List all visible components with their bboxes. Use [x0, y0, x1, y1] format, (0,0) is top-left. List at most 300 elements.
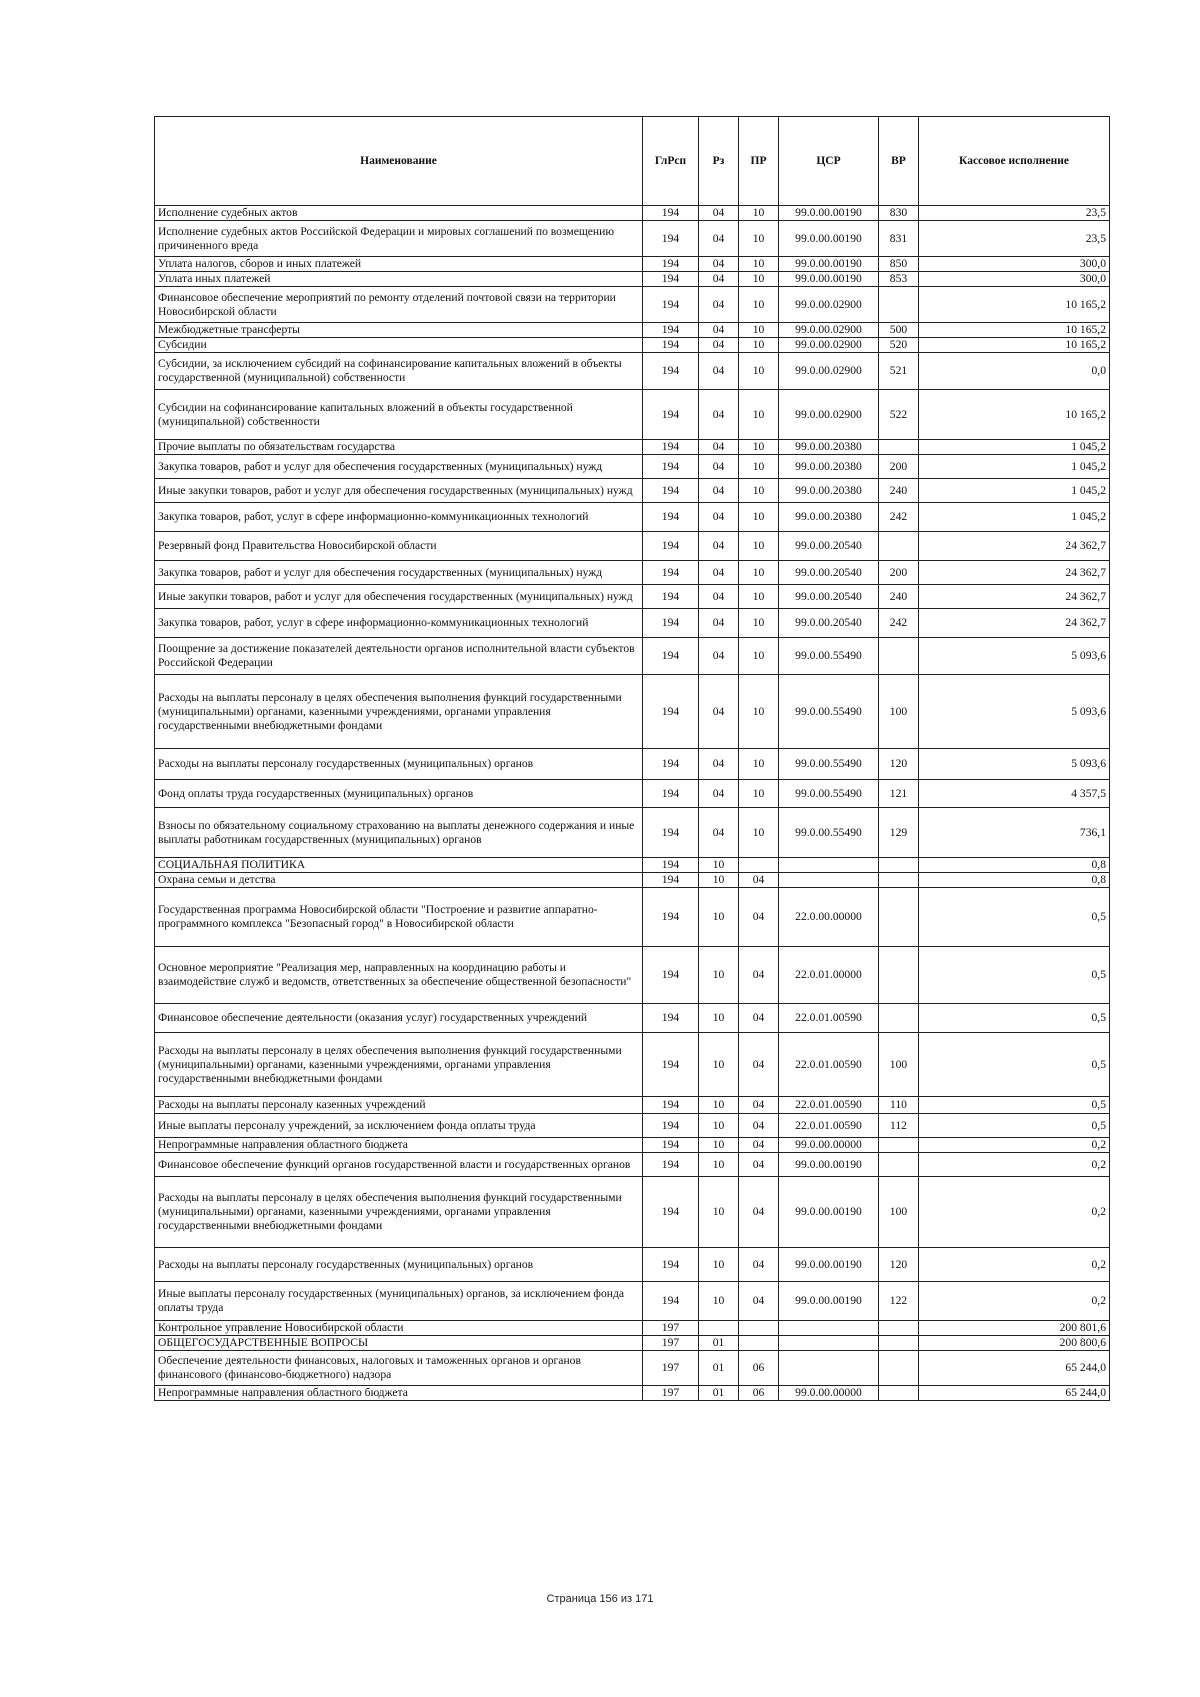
table-row	[155, 749, 1110, 780]
row-rz: 04	[699, 390, 739, 440]
row-vr	[879, 1351, 919, 1386]
row-pr: 10	[739, 585, 779, 609]
table-row	[155, 221, 1110, 257]
row-rz: 10	[699, 1004, 739, 1033]
row-value: 200 801,6	[919, 1321, 1110, 1336]
row-rz: 04	[699, 638, 739, 675]
row-rz: 10	[699, 1248, 739, 1282]
row-csr: 99.0.00.00190	[779, 206, 879, 221]
row-glrsp: 194	[643, 353, 699, 390]
row-csr: 99.0.00.20380	[779, 503, 879, 532]
row-name: Фонд оплаты труда государственных (муниципальных) органов	[155, 780, 643, 808]
row-name: Резервный фонд Правительства Новосибирской области	[155, 532, 643, 561]
row-vr: 240	[879, 585, 919, 609]
row-value: 1 045,2	[919, 503, 1110, 532]
row-vr: 100	[879, 675, 919, 749]
row-value: 5 093,6	[919, 749, 1110, 780]
row-name: СОЦИАЛЬНАЯ ПОЛИТИКА	[155, 858, 643, 873]
row-rz: 04	[699, 675, 739, 749]
table-row	[155, 353, 1110, 390]
row-vr: 240	[879, 479, 919, 503]
row-glrsp: 194	[643, 1248, 699, 1282]
row-glrsp: 194	[643, 1004, 699, 1033]
row-pr: 10	[739, 479, 779, 503]
row-glrsp: 194	[643, 1177, 699, 1248]
row-rz: 10	[699, 1097, 739, 1114]
row-vr: 242	[879, 609, 919, 638]
row-glrsp: 194	[643, 323, 699, 338]
row-name: Субсидии на софинансирование капитальных вложений в объекты государственной (муниципальной) собственности	[155, 390, 643, 440]
row-glrsp: 194	[643, 1114, 699, 1138]
row-glrsp: 194	[643, 206, 699, 221]
row-rz: 10	[699, 873, 739, 888]
header-glrsp: ГлРсп	[643, 117, 699, 206]
row-pr: 10	[739, 561, 779, 585]
row-name: Исполнение судебных актов Российской Федерации и мировых соглашений по возмещению причиненного вреда	[155, 221, 643, 257]
row-name: Государственная программа Новосибирской области "Построение и развитие аппаратно-программного комплекса "Безопасный город" в Новосибирской области	[155, 888, 643, 947]
row-vr: 242	[879, 503, 919, 532]
table-row	[155, 1248, 1110, 1282]
row-name: Расходы на выплаты персоналу казенных учреждений	[155, 1097, 643, 1114]
row-rz: 10	[699, 888, 739, 947]
row-glrsp: 194	[643, 609, 699, 638]
row-vr	[879, 1386, 919, 1401]
row-glrsp: 194	[643, 1097, 699, 1114]
row-pr: 04	[739, 1004, 779, 1033]
row-value: 10 165,2	[919, 323, 1110, 338]
row-vr: 110	[879, 1097, 919, 1114]
table-row	[155, 858, 1110, 873]
row-pr: 04	[739, 1177, 779, 1248]
row-name: Непрограммные направления областного бюджета	[155, 1386, 643, 1401]
table-row	[155, 1153, 1110, 1177]
table-row	[155, 1004, 1110, 1033]
row-pr: 10	[739, 338, 779, 353]
row-rz: 10	[699, 1114, 739, 1138]
row-glrsp: 194	[643, 1282, 699, 1321]
row-csr: 99.0.00.55490	[779, 808, 879, 858]
row-value: 0,2	[919, 1153, 1110, 1177]
row-vr	[879, 888, 919, 947]
table-row	[155, 272, 1110, 287]
row-name: Иные выплаты персоналу учреждений, за исключением фонда оплаты труда	[155, 1114, 643, 1138]
row-rz: 04	[699, 585, 739, 609]
row-value: 24 362,7	[919, 585, 1110, 609]
row-glrsp: 194	[643, 873, 699, 888]
table-row	[155, 609, 1110, 638]
row-csr	[779, 1336, 879, 1351]
row-pr: 04	[739, 947, 779, 1004]
row-pr: 10	[739, 287, 779, 323]
row-pr	[739, 1336, 779, 1351]
row-vr: 120	[879, 749, 919, 780]
row-rz: 04	[699, 503, 739, 532]
row-glrsp: 197	[643, 1386, 699, 1401]
row-name: Иные закупки товаров, работ и услуг для обеспечения государственных (муниципальных) нужд	[155, 585, 643, 609]
table-row	[155, 440, 1110, 455]
row-name: Закупка товаров, работ и услуг для обеспечения государственных (муниципальных) нужд	[155, 455, 643, 479]
row-value: 0,5	[919, 947, 1110, 1004]
table-row	[155, 1282, 1110, 1321]
row-value: 23,5	[919, 206, 1110, 221]
row-pr: 06	[739, 1351, 779, 1386]
table-row	[155, 1114, 1110, 1138]
row-value: 5 093,6	[919, 638, 1110, 675]
row-name: Финансовое обеспечение мероприятий по ремонту отделений почтовой связи на территории Новосибирской области	[155, 287, 643, 323]
row-pr	[739, 1321, 779, 1336]
row-vr	[879, 440, 919, 455]
row-vr	[879, 1138, 919, 1153]
header-vr: ВР	[879, 117, 919, 206]
row-rz: 04	[699, 338, 739, 353]
row-vr	[879, 1336, 919, 1351]
row-glrsp: 194	[643, 675, 699, 749]
row-value: 0,2	[919, 1177, 1110, 1248]
row-vr	[879, 1153, 919, 1177]
row-vr	[879, 858, 919, 873]
table-row	[155, 1351, 1110, 1386]
row-glrsp: 194	[643, 1153, 699, 1177]
row-glrsp: 197	[643, 1351, 699, 1386]
row-rz: 04	[699, 353, 739, 390]
row-pr: 10	[739, 638, 779, 675]
row-csr: 99.0.00.20540	[779, 585, 879, 609]
row-pr: 10	[739, 455, 779, 479]
row-rz: 04	[699, 609, 739, 638]
row-glrsp: 194	[643, 272, 699, 287]
row-rz: 04	[699, 257, 739, 272]
row-pr: 04	[739, 1033, 779, 1097]
table-row	[155, 561, 1110, 585]
row-glrsp: 194	[643, 440, 699, 455]
row-vr: 121	[879, 780, 919, 808]
table-row	[155, 503, 1110, 532]
table-row	[155, 390, 1110, 440]
row-rz: 04	[699, 455, 739, 479]
table-row	[155, 675, 1110, 749]
header-pr: ПР	[739, 117, 779, 206]
row-pr: 04	[739, 888, 779, 947]
row-name: Уплата иных платежей	[155, 272, 643, 287]
row-vr	[879, 947, 919, 1004]
table-row	[155, 1386, 1110, 1401]
row-value: 0,2	[919, 1248, 1110, 1282]
header-csr: ЦСР	[779, 117, 879, 206]
row-value: 24 362,7	[919, 561, 1110, 585]
table-row	[155, 780, 1110, 808]
row-rz: 04	[699, 749, 739, 780]
row-value: 0,8	[919, 873, 1110, 888]
row-value: 0,5	[919, 1114, 1110, 1138]
row-value: 1 045,2	[919, 440, 1110, 455]
row-glrsp: 194	[643, 503, 699, 532]
row-vr: 200	[879, 455, 919, 479]
row-name: Обеспечение деятельности финансовых, налоговых и таможенных органов и органов финансового (финансово-бюджетного) надзора	[155, 1351, 643, 1386]
row-pr: 04	[739, 1248, 779, 1282]
row-name: Расходы на выплаты персоналу в целях обеспечения выполнения функций государственными (муниципальными) органами, казенными учреждениями, органами управления государственными внебюджетными фондами	[155, 1177, 643, 1248]
row-rz: 04	[699, 287, 739, 323]
row-rz: 04	[699, 323, 739, 338]
row-csr: 99.0.00.02900	[779, 338, 879, 353]
table-row	[155, 338, 1110, 353]
row-vr: 500	[879, 323, 919, 338]
row-vr: 100	[879, 1033, 919, 1097]
row-glrsp: 194	[643, 338, 699, 353]
row-vr	[879, 287, 919, 323]
row-glrsp: 194	[643, 1033, 699, 1097]
row-glrsp: 194	[643, 749, 699, 780]
row-csr	[779, 1351, 879, 1386]
row-value: 10 165,2	[919, 287, 1110, 323]
table-row	[155, 808, 1110, 858]
row-value: 0,5	[919, 1097, 1110, 1114]
row-vr: 830	[879, 206, 919, 221]
row-csr: 22.0.01.00590	[779, 1033, 879, 1097]
row-pr: 10	[739, 353, 779, 390]
row-pr: 04	[739, 1114, 779, 1138]
row-glrsp: 194	[643, 257, 699, 272]
row-name: Исполнение судебных актов	[155, 206, 643, 221]
row-vr: 112	[879, 1114, 919, 1138]
row-name: Закупка товаров, работ и услуг для обеспечения государственных (муниципальных) нужд	[155, 561, 643, 585]
row-rz: 04	[699, 206, 739, 221]
header-cash-execution: Кассовое исполнение	[919, 117, 1110, 206]
row-value: 1 045,2	[919, 455, 1110, 479]
row-glrsp: 194	[643, 532, 699, 561]
row-value: 23,5	[919, 221, 1110, 257]
row-csr: 99.0.00.00190	[779, 221, 879, 257]
row-pr: 10	[739, 503, 779, 532]
table-row	[155, 947, 1110, 1004]
table-row	[155, 287, 1110, 323]
row-glrsp: 194	[643, 1138, 699, 1153]
row-value: 0,8	[919, 858, 1110, 873]
table-row	[155, 873, 1110, 888]
row-glrsp: 194	[643, 947, 699, 1004]
table-row	[155, 1321, 1110, 1336]
table-row	[155, 479, 1110, 503]
row-pr: 10	[739, 390, 779, 440]
row-csr: 99.0.00.20380	[779, 479, 879, 503]
table-row	[155, 1336, 1110, 1351]
row-csr: 99.0.00.20540	[779, 561, 879, 585]
row-rz: 10	[699, 1138, 739, 1153]
table-header-row	[155, 117, 1110, 206]
table-body	[155, 206, 1110, 1401]
table-row	[155, 455, 1110, 479]
row-pr: 06	[739, 1386, 779, 1401]
row-value: 0,2	[919, 1282, 1110, 1321]
row-csr: 99.0.00.00190	[779, 1248, 879, 1282]
row-pr: 10	[739, 532, 779, 561]
row-name: Прочие выплаты по обязательствам государства	[155, 440, 643, 455]
row-glrsp: 194	[643, 561, 699, 585]
row-vr: 520	[879, 338, 919, 353]
row-csr: 99.0.00.55490	[779, 780, 879, 808]
row-pr: 10	[739, 808, 779, 858]
row-vr: 129	[879, 808, 919, 858]
budget-table	[154, 116, 1110, 1401]
row-csr: 22.0.01.00590	[779, 1097, 879, 1114]
table-row	[155, 638, 1110, 675]
row-name: Непрограммные направления областного бюджета	[155, 1138, 643, 1153]
row-vr: 120	[879, 1248, 919, 1282]
row-pr: 04	[739, 1097, 779, 1114]
row-value: 10 165,2	[919, 338, 1110, 353]
row-pr: 10	[739, 206, 779, 221]
row-pr	[739, 858, 779, 873]
row-pr: 10	[739, 780, 779, 808]
row-value: 5 093,6	[919, 675, 1110, 749]
header-rz: Рз	[699, 117, 739, 206]
row-vr	[879, 638, 919, 675]
row-csr: 99.0.00.00190	[779, 272, 879, 287]
row-vr	[879, 532, 919, 561]
table-row	[155, 206, 1110, 221]
row-glrsp: 194	[643, 479, 699, 503]
row-csr: 99.0.00.02900	[779, 353, 879, 390]
page-number: Страница 156 из 171	[546, 1593, 654, 1605]
row-csr: 99.0.00.00190	[779, 1153, 879, 1177]
row-name: Закупка товаров, работ, услуг в сфере информационно-коммуникационных технологий	[155, 503, 643, 532]
row-vr	[879, 873, 919, 888]
row-rz: 04	[699, 780, 739, 808]
row-csr: 99.0.00.20380	[779, 455, 879, 479]
row-rz: 04	[699, 272, 739, 287]
row-name: Финансовое обеспечение деятельности (оказания услуг) государственных учреждений	[155, 1004, 643, 1033]
row-csr	[779, 873, 879, 888]
row-glrsp: 194	[643, 585, 699, 609]
row-rz: 10	[699, 1282, 739, 1321]
row-glrsp: 194	[643, 638, 699, 675]
row-vr: 122	[879, 1282, 919, 1321]
table-row	[155, 1177, 1110, 1248]
row-value: 24 362,7	[919, 532, 1110, 561]
row-pr: 04	[739, 1282, 779, 1321]
row-pr: 10	[739, 609, 779, 638]
row-name: Расходы на выплаты персоналу государственных (муниципальных) органов	[155, 1248, 643, 1282]
row-name: Уплата налогов, сборов и иных платежей	[155, 257, 643, 272]
row-value: 0,5	[919, 888, 1110, 947]
row-pr: 10	[739, 272, 779, 287]
row-rz: 01	[699, 1336, 739, 1351]
row-csr: 99.0.00.02900	[779, 390, 879, 440]
row-glrsp: 194	[643, 221, 699, 257]
table-row	[155, 323, 1110, 338]
row-value: 0,5	[919, 1004, 1110, 1033]
row-value: 24 362,7	[919, 609, 1110, 638]
row-glrsp: 194	[643, 455, 699, 479]
row-value: 65 244,0	[919, 1386, 1110, 1401]
row-name: Расходы на выплаты персоналу в целях обеспечения выполнения функций государственными (муниципальными) органами, казенными учреждениями, органами управления государственными внебюджетными фондами	[155, 1033, 643, 1097]
row-glrsp: 194	[643, 858, 699, 873]
row-name: Расходы на выплаты персоналу в целях обеспечения выполнения функций государственными (муниципальными) органами, казенными учреждениями, органами управления государственными внебюджетными фондами	[155, 675, 643, 749]
row-name: Охрана семьи и детства	[155, 873, 643, 888]
row-name: Иные закупки товаров, работ и услуг для обеспечения государственных (муниципальных) нужд	[155, 479, 643, 503]
row-rz: 01	[699, 1351, 739, 1386]
row-rz: 04	[699, 561, 739, 585]
row-csr: 22.0.01.00000	[779, 947, 879, 1004]
row-csr: 22.0.01.00590	[779, 1114, 879, 1138]
row-rz: 04	[699, 808, 739, 858]
row-name: ОБЩЕГОСУДАРСТВЕННЫЕ ВОПРОСЫ	[155, 1336, 643, 1351]
table-row	[155, 1097, 1110, 1114]
row-rz: 10	[699, 858, 739, 873]
row-csr	[779, 858, 879, 873]
table-row	[155, 532, 1110, 561]
row-rz: 10	[699, 1177, 739, 1248]
row-vr	[879, 1321, 919, 1336]
row-pr: 04	[739, 873, 779, 888]
row-csr: 99.0.00.55490	[779, 749, 879, 780]
row-name: Иные выплаты персоналу государственных (муниципальных) органов, за исключением фонда оплаты труда	[155, 1282, 643, 1321]
row-glrsp: 197	[643, 1321, 699, 1336]
table-row	[155, 1033, 1110, 1097]
row-csr: 99.0.00.00000	[779, 1386, 879, 1401]
row-csr: 99.0.00.20540	[779, 609, 879, 638]
row-rz: 04	[699, 532, 739, 561]
row-vr: 521	[879, 353, 919, 390]
row-glrsp: 194	[643, 390, 699, 440]
row-name: Межбюджетные трансферты	[155, 323, 643, 338]
row-value: 0,5	[919, 1033, 1110, 1097]
row-csr: 99.0.00.00190	[779, 1177, 879, 1248]
table-row	[155, 1138, 1110, 1153]
row-vr: 100	[879, 1177, 919, 1248]
row-value: 736,1	[919, 808, 1110, 858]
row-rz: 04	[699, 440, 739, 455]
row-value: 0,2	[919, 1138, 1110, 1153]
row-csr: 99.0.00.55490	[779, 675, 879, 749]
row-name: Поощрение за достижение показателей деятельности органов исполнительной власти субъектов Российской Федерации	[155, 638, 643, 675]
row-name: Взносы по обязательному социальному страхованию на выплаты денежного содержания и иные выплаты работникам государственных (муниципальных) органов	[155, 808, 643, 858]
row-value: 300,0	[919, 272, 1110, 287]
row-csr: 99.0.00.00190	[779, 257, 879, 272]
row-vr	[879, 1004, 919, 1033]
row-name: Контрольное управление Новосибирской области	[155, 1321, 643, 1336]
row-value: 65 244,0	[919, 1351, 1110, 1386]
row-value: 200 800,6	[919, 1336, 1110, 1351]
row-pr: 10	[739, 675, 779, 749]
row-vr: 850	[879, 257, 919, 272]
row-name: Финансовое обеспечение функций органов государственной власти и государственных органов	[155, 1153, 643, 1177]
row-glrsp: 194	[643, 780, 699, 808]
header-name: Наименование	[155, 117, 643, 206]
row-csr: 99.0.00.20380	[779, 440, 879, 455]
row-csr: 22.0.00.00000	[779, 888, 879, 947]
row-vr: 831	[879, 221, 919, 257]
row-glrsp: 197	[643, 1336, 699, 1351]
row-value: 1 045,2	[919, 479, 1110, 503]
row-vr: 200	[879, 561, 919, 585]
row-glrsp: 194	[643, 888, 699, 947]
row-name: Расходы на выплаты персоналу государственных (муниципальных) органов	[155, 749, 643, 780]
row-pr: 10	[739, 221, 779, 257]
row-rz: 01	[699, 1386, 739, 1401]
row-value: 10 165,2	[919, 390, 1110, 440]
row-csr: 99.0.00.20540	[779, 532, 879, 561]
row-glrsp: 194	[643, 287, 699, 323]
row-glrsp: 194	[643, 808, 699, 858]
row-pr: 04	[739, 1138, 779, 1153]
row-rz	[699, 1321, 739, 1336]
row-rz: 10	[699, 1153, 739, 1177]
row-name: Субсидии, за исключением субсидий на софинансирование капитальных вложений в объекты государственной (муниципальной) собственности	[155, 353, 643, 390]
row-pr: 10	[739, 749, 779, 780]
table-row	[155, 257, 1110, 272]
row-value: 300,0	[919, 257, 1110, 272]
row-csr: 22.0.01.00590	[779, 1004, 879, 1033]
